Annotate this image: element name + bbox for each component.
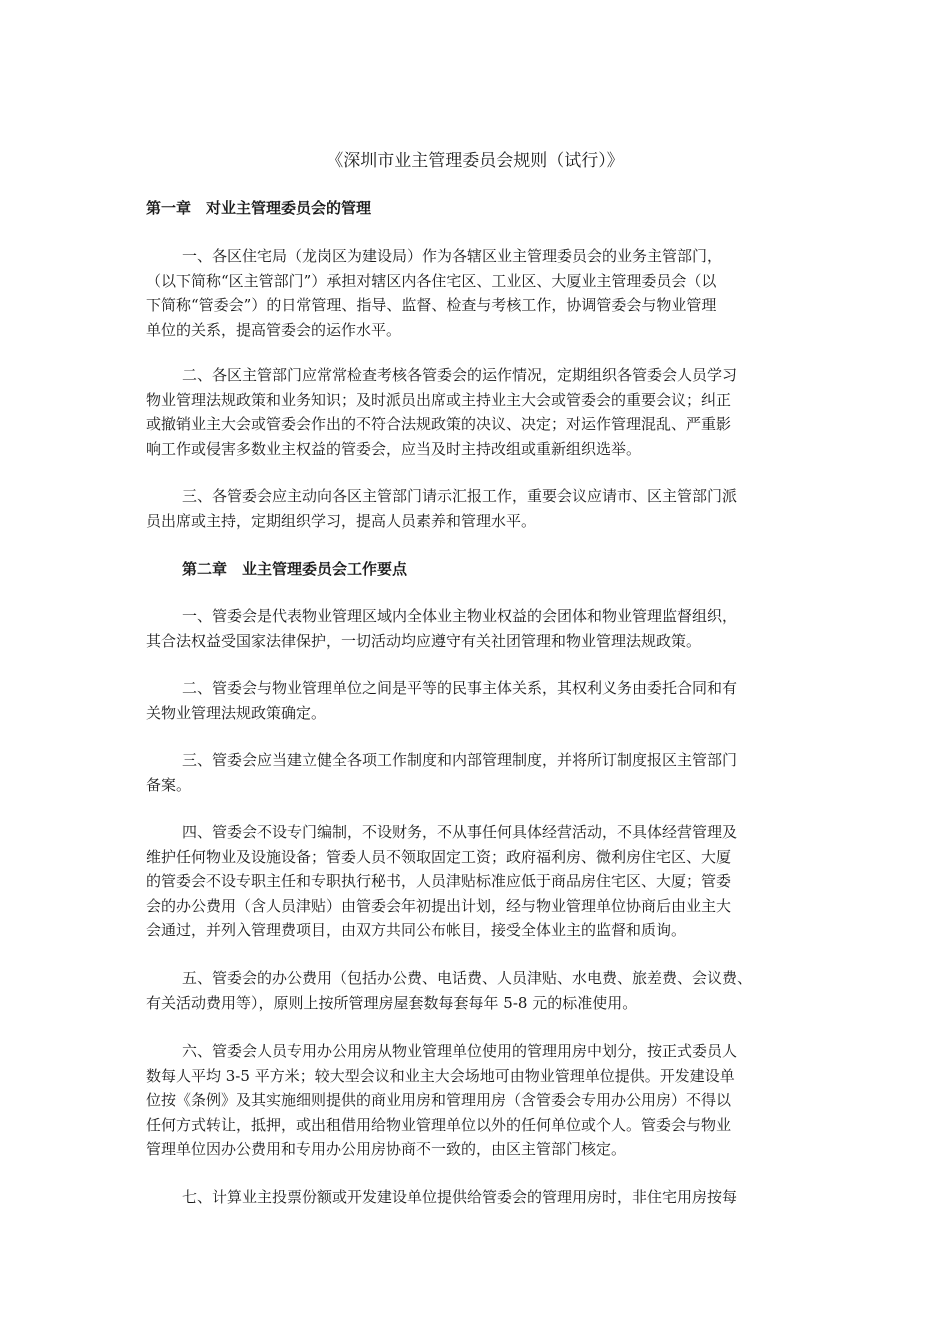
paragraph-line: 或撤销业主大会或管委会作出的不符合法规政策的决议、决定；对运作管理混乱、严重影 (146, 415, 732, 433)
paragraph-line: 其合法权益受国家法律保护，一切活动均应遵守有关社团管理和物业管理法规政策。 (146, 631, 702, 650)
chapter-2-paragraph-7 (146, 1185, 737, 1210)
chapter-2-paragraph-4 (146, 820, 737, 943)
paragraph-line: 二、各区主管部门应常常检查考核各管委会的运作情况，定期组织各管委会人员学习 (182, 366, 738, 384)
chapter-2-paragraph-1 (146, 604, 737, 653)
paragraph-line: 有关活动费用等），原则上按所管理房屋套数每套每年 5-8 元的标准使用。 (146, 993, 638, 1012)
chapter-1-heading: 第一章 对业主管理委员会的管理 (146, 199, 372, 217)
paragraph-line: （以下简称“区主管部门”）承担对辖区内各住宅区、工业区、大厦业主管理委员会（以 (146, 271, 717, 290)
paragraph-line: 四、管委会不设专门编制，不设财务，不从事任何具体经营活动，不具体经营管理及 (182, 823, 738, 841)
paragraph-line: 单位的关系，提高管委会的运作水平。 (146, 320, 402, 339)
chapter-2-paragraph-2 (146, 676, 737, 725)
paragraph-line: 二、管委会与物业管理单位之间是平等的民事主体关系，其权利义务由委托合同和有 (182, 679, 738, 697)
paragraph-line: 管理单位因办公费用和专用办公用房协商不一致的，由区主管部门核定。 (146, 1140, 627, 1158)
paragraph-line: 三、各管委会应主动向各区主管部门请示汇报工作，重要会议应请市、区主管部门派 (182, 487, 738, 505)
paragraph-line: 七、计算业主投票份额或开发建设单位提供给管委会的管理用房时，非住宅用房按每 (182, 1188, 738, 1206)
paragraph-line: 的管委会不设专职主任和专职执行秘书，人员津贴标准应低于商品房住宅区、大厦；管委 (146, 872, 732, 890)
paragraph-line: 响工作或侵害多数业主权益的管委会，应当及时主持改组或重新组织选举。 (146, 439, 642, 458)
paragraph-line: 位按《条例》及其实施细则提供的商业用房和管理用房（含管委会专用办公用房）不得以 (146, 1091, 732, 1109)
paragraph-line: 会通过，并列入管理费项目，由双方共同公布帐目，接受全体业主的监督和质询。 (146, 921, 687, 939)
chapter-1-paragraph-3 (146, 484, 737, 533)
paragraph-line: 六、管委会人员专用办公用房从物业管理单位使用的管理用房中划分，按正式委员人 (182, 1042, 738, 1060)
paragraph-line: 备案。 (146, 775, 192, 794)
paragraph-line: 三、管委会应当建立健全各项工作制度和内部管理制度，并将所订制度报区主管部门 (182, 751, 738, 769)
chapter-2-paragraph-5 (146, 966, 752, 1015)
chapter-1-paragraph-2 (146, 363, 737, 461)
chapter-2-paragraph-6 (146, 1039, 737, 1162)
paragraph-line: 五、管委会的办公费用（包括办公费、电话费、人员津贴、水电费、旅差费、会议费、 (182, 969, 753, 987)
paragraph-line: 物业管理法规政策和业务知识；及时派员出席或主持业主大会或管委会的重要会议；纠正 (146, 390, 732, 409)
paragraph-line: 员出席或主持，定期组织学习，提高人员素养和管理水平。 (146, 511, 537, 530)
paragraph-line: 会的办公费用（含人员津贴）由管委会年初提出计划，经与物业管理单位协商后由业主大 (146, 896, 732, 915)
chapter-2-heading: 第二章 业主管理委员会工作要点 (182, 560, 408, 578)
paragraph-line: 任何方式转让，抵押，或出租借用给物业管理单位以外的任何单位或个人。管委会与物业 (146, 1115, 732, 1134)
paragraph-line: 维护任何物业及设施设备；管委人员不领取固定工资；政府福利房、微利房住宅区、大厦 (146, 847, 732, 866)
chapter-1-paragraph-1 (146, 244, 722, 342)
paragraph-line: 关物业管理法规政策确定。 (146, 703, 327, 722)
document-title: 《深圳市业主管理委员会规则（试行）》 (326, 151, 624, 171)
paragraph-line: 一、各区住宅局（龙岗区为建设局）作为各辖区业主管理委员会的业务主管部门， (182, 247, 723, 265)
paragraph-line: 一、管委会是代表物业管理区域内全体业主物业权益的会团体和物业管理监督组织， (182, 607, 738, 625)
paragraph-line: 下简称“管委会”）的日常管理、指导、监督、检查与考核工作，协调管委会与物业管理 (146, 296, 717, 314)
chapter-2-paragraph-3 (146, 748, 737, 797)
paragraph-line: 数每人平均 3-5 平方米；较大型会议和业主大会场地可由物业管理单位提供。开发建设单 (146, 1066, 735, 1085)
